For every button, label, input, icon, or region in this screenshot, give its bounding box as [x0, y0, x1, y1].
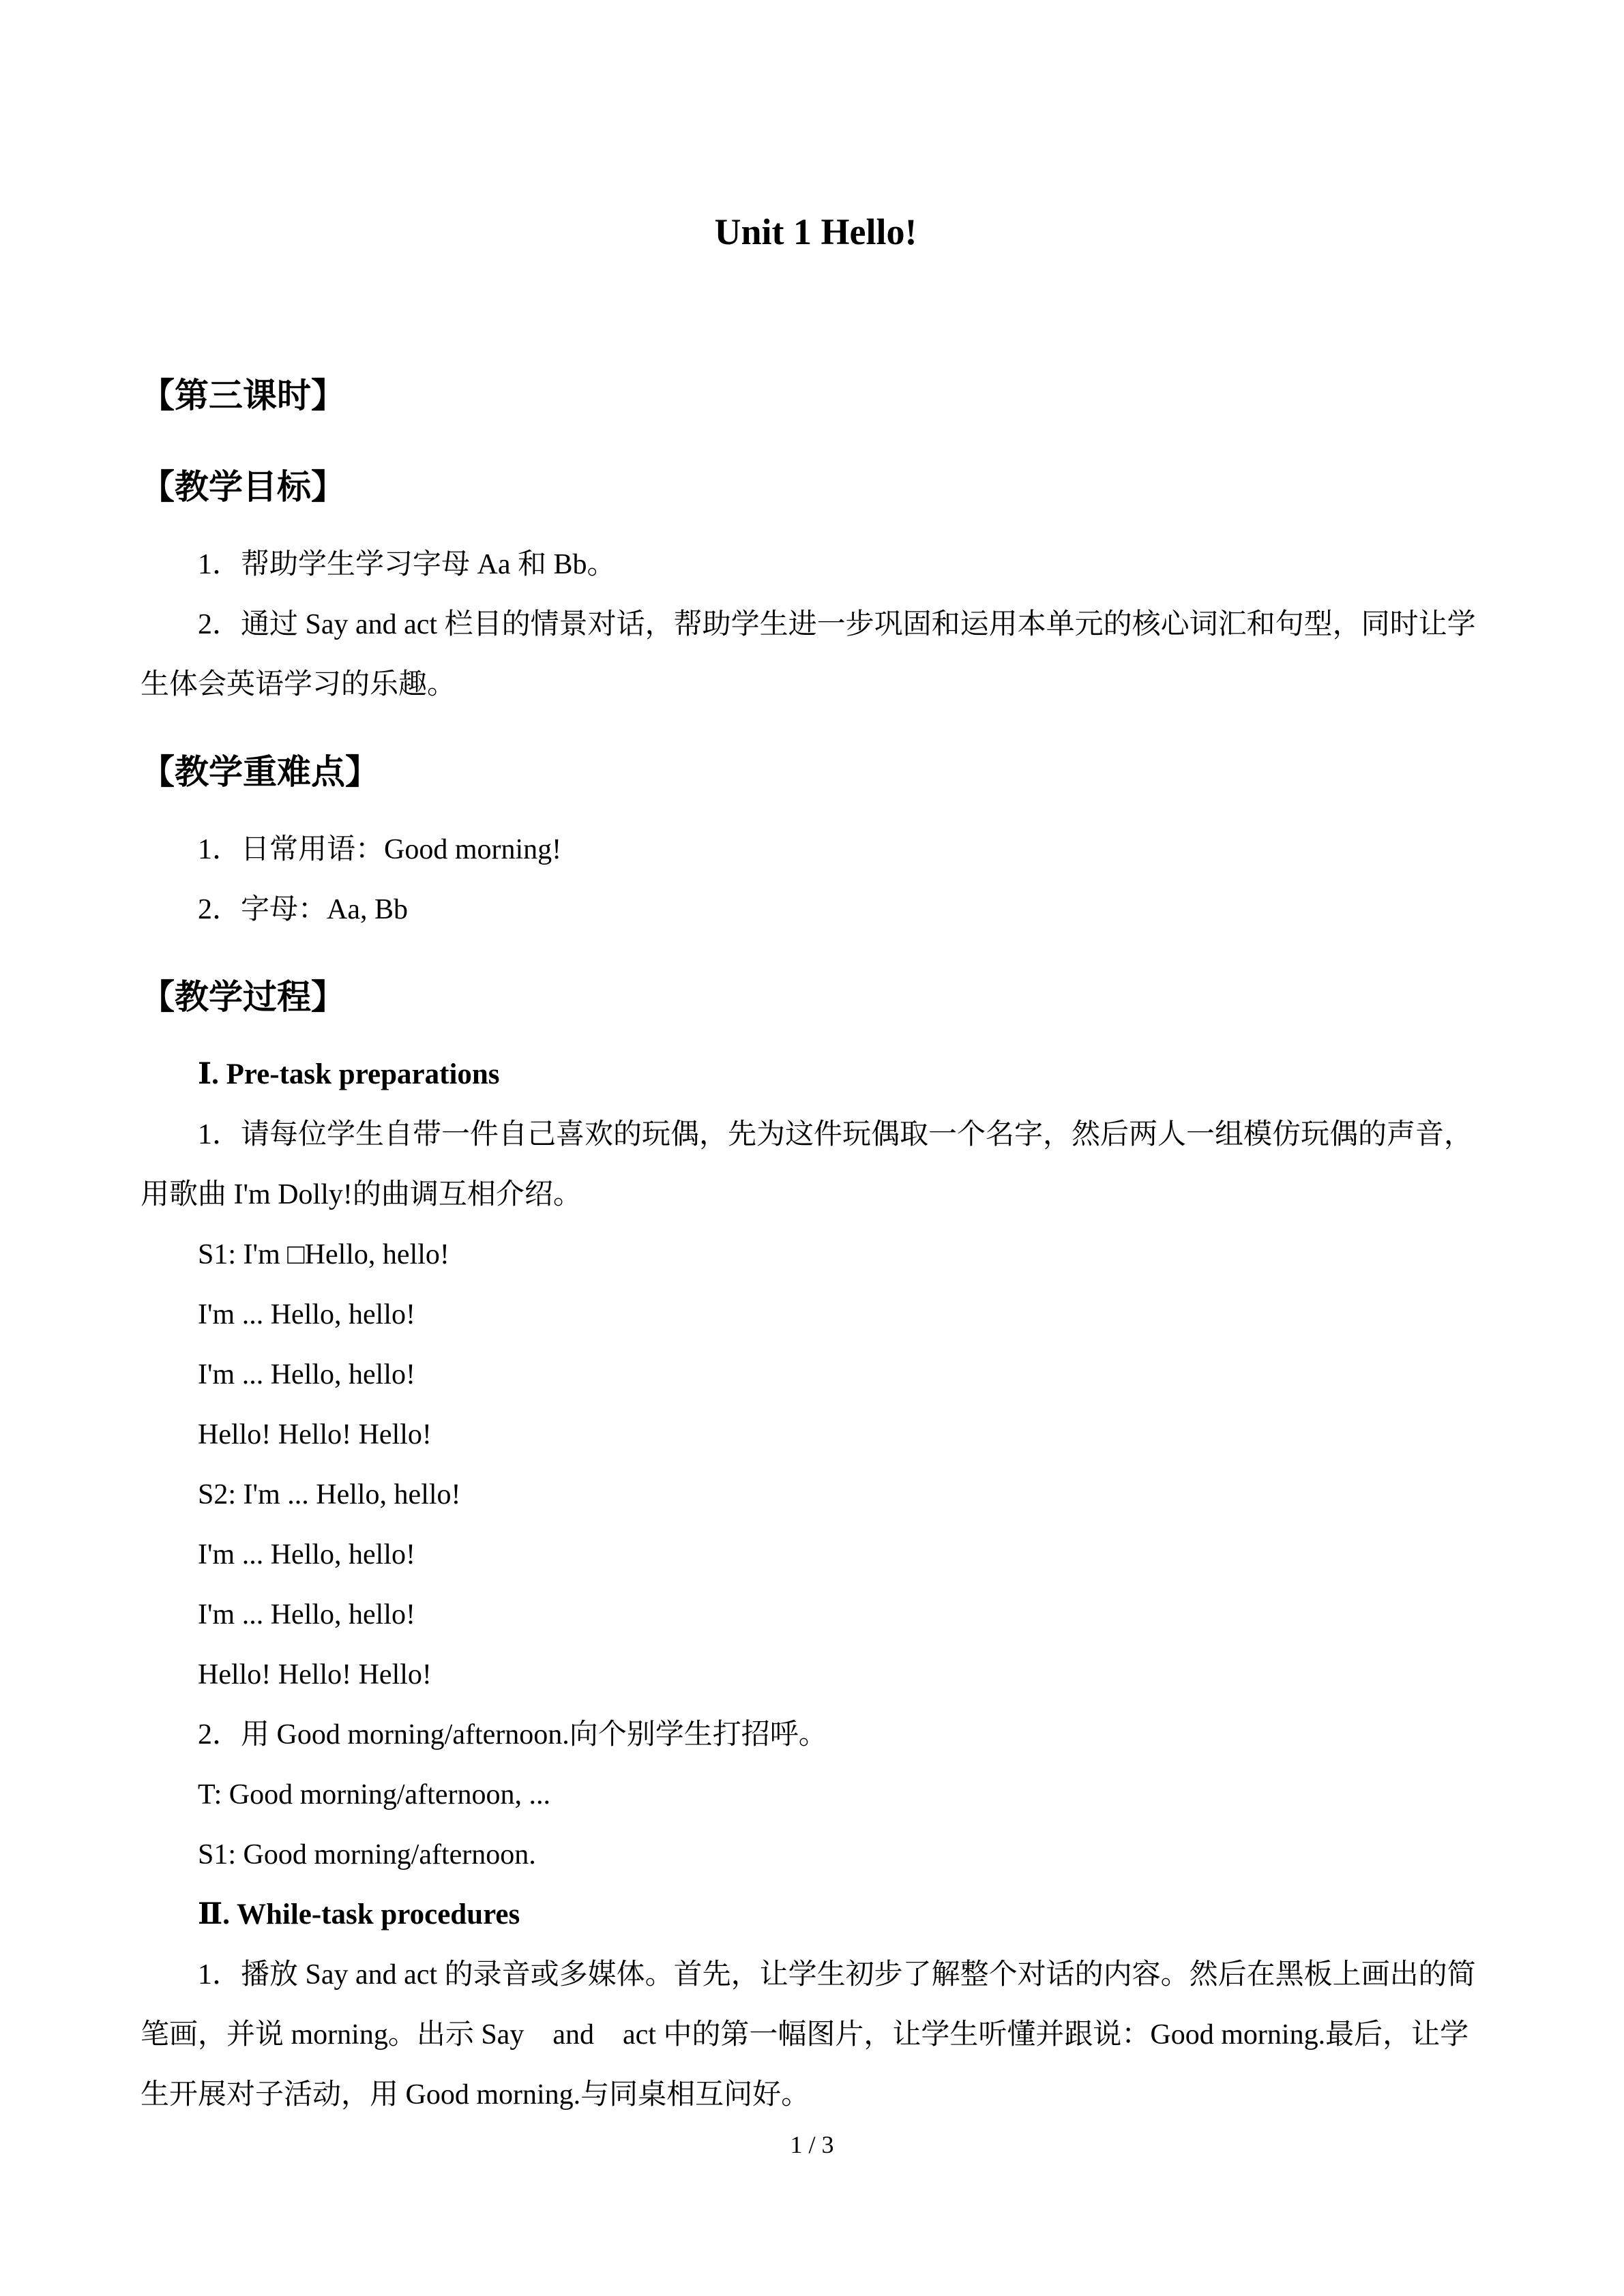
- section-heading-teaching-process: 【教学过程】: [141, 978, 345, 1016]
- objective-item-1: 1．帮助学生学习字母 Aa 和 Bb。: [198, 549, 616, 580]
- dialogue-line-student: S1: Good morning/afternoon.: [198, 1839, 536, 1870]
- lyric-line: S1: I'm □Hello, hello!: [198, 1239, 449, 1270]
- lyric-line: I'm ... Hello, hello!: [198, 1539, 415, 1570]
- page-number: 1 / 3: [790, 2131, 834, 2158]
- lyric-line: S2: I'm ... Hello, hello!: [198, 1479, 461, 1510]
- section-heading-key-points: 【教学重难点】: [141, 753, 379, 791]
- objective-item-2: 2．通过 Say and act 栏目的情景对话，帮助学生进一步巩固和运用本单元的核心词汇和句型，同时让学生体会英语学习的乐趣。: [141, 609, 1476, 700]
- lyric-line: Hello! Hello! Hello!: [198, 1659, 432, 1690]
- section-heading-teaching-objectives: 【教学目标】: [141, 468, 345, 506]
- pre-task-step-2: 2．用 Good morning/afternoon.向个别学生打招呼。: [198, 1719, 827, 1750]
- lyric-line: I'm ... Hello, hello!: [198, 1299, 415, 1330]
- pre-task-step-1: 1．请每位学生自带一件自己喜欢的玩偶，先为这件玩偶取一个名字，然后两人一组模仿玩偶的声音，用歌曲 I'm Dolly!的曲调互相介绍。: [141, 1119, 1473, 1210]
- key-point-item-2: 2．字母：Aa, Bb: [198, 894, 408, 925]
- key-point-item-1: 1．日常用语：Good morning!: [198, 834, 562, 865]
- lyric-line: Hello! Hello! Hello!: [198, 1419, 432, 1450]
- section-heading-lesson-three: 【第三课时】: [141, 376, 345, 415]
- lyric-line: I'm ... Hello, hello!: [198, 1359, 415, 1390]
- lyric-line: I'm ... Hello, hello!: [198, 1599, 415, 1630]
- while-task-step-1: 1．播放 Say and act 的录音或多媒体。首先，让学生初步了解整个对话的内容。然后在黑板上画出的简笔画，并说 morning。出示 Say and act 中的第一幅图片，让学生听懂并跟说：Good morning.最后，让学生开展对子活动，用 Good morning.与同桌相互问好。: [141, 1959, 1476, 2111]
- document-title: Unit 1 Hello!: [714, 211, 917, 252]
- subsection-while-task-procedures: Ⅱ. While-task procedures: [198, 1898, 520, 1930]
- subsection-pre-task-preparations: Ⅰ. Pre-task preparations: [198, 1058, 500, 1090]
- dialogue-line-teacher: T: Good morning/afternoon, ...: [198, 1779, 550, 1810]
